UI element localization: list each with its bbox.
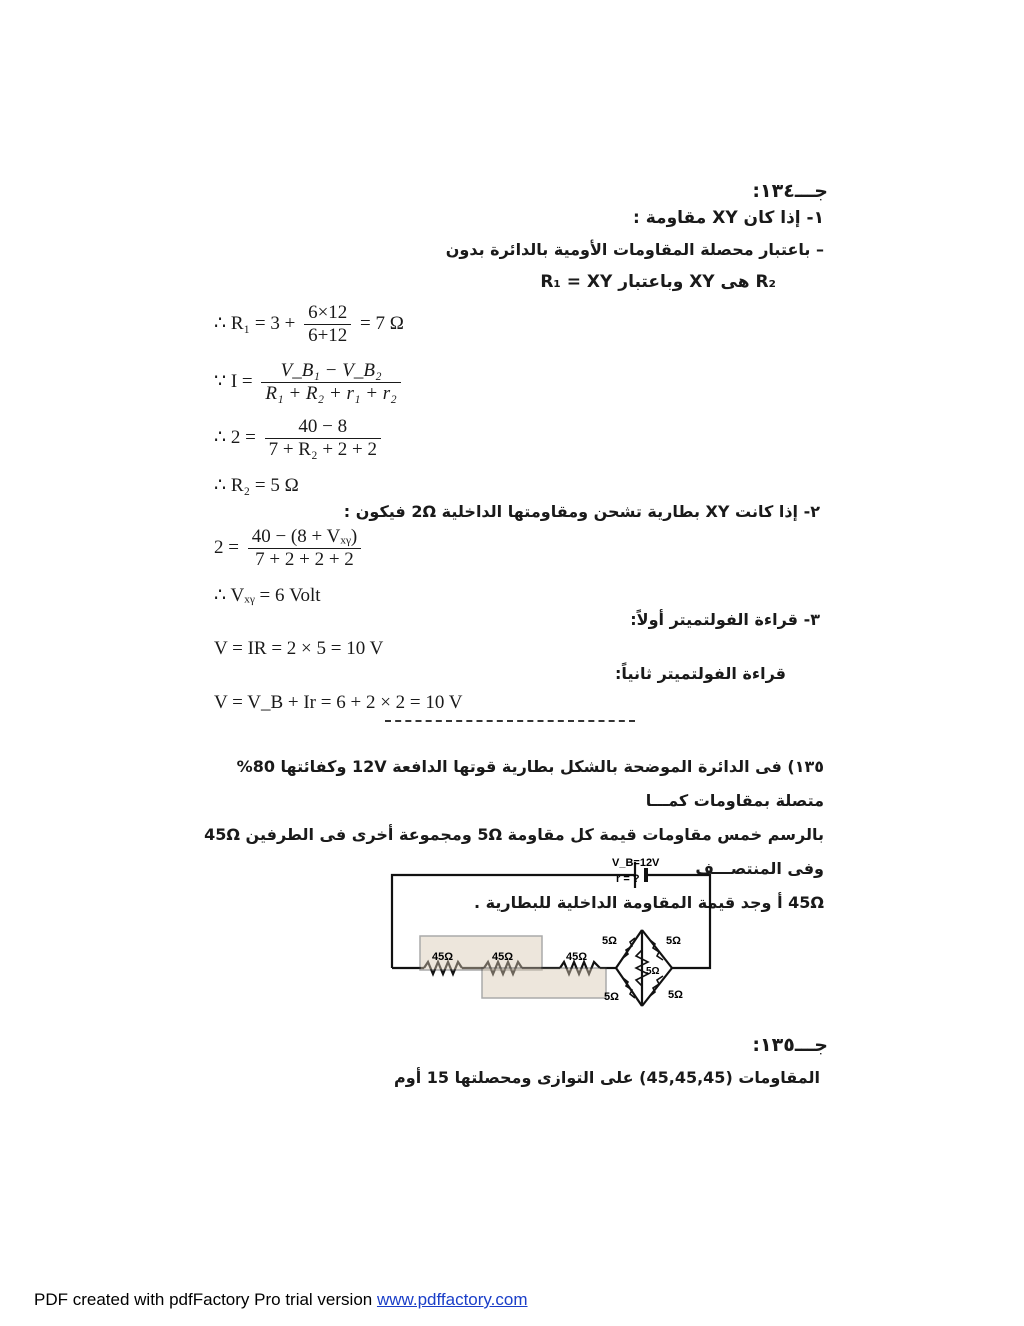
equation-current-numerator: V_B₁ − V_B₂ — [280, 360, 382, 381]
shaded-box-lower — [482, 968, 606, 998]
resistor-5-a-label: 5Ω — [602, 935, 617, 947]
resistor-5-upper-left — [616, 930, 642, 968]
equation-vxy-fraction — [248, 526, 362, 571]
equation-current — [214, 360, 405, 405]
resistor-5-b-label: 5Ω — [666, 935, 681, 947]
equation-substitution-prefix: ∴ 2 = — [214, 426, 256, 448]
battery-label: V_B=12V — [612, 857, 660, 869]
answer-135-heading: جـــ١٣٥: — [752, 1034, 828, 1056]
pdf-footer — [34, 1290, 528, 1310]
equation-r1 — [214, 302, 404, 347]
circuit-diagram — [380, 850, 720, 1020]
equation-current-prefix: ∵ I = — [214, 370, 253, 392]
answer-134-line-2: – باعتبار محصلة المقاومات الأومية بالدائرة بدون — [445, 240, 824, 259]
answer-134-line-3: R₂ هى XY وباعتبار R₁ = XY — [540, 272, 776, 292]
part-2-text: ٢- إذا كانت XY بطارية تشحن ومقاومتها الداخلية 2Ω فيكون : — [343, 502, 820, 521]
equation-substitution-fraction — [265, 416, 381, 461]
answer-135-line-1: المقاومات (45,45,45) على التوازى ومحصلتها 15 أوم — [394, 1068, 820, 1087]
problem-135-line-1: ١٣٥) فى الدائرة الموضحة بالشكل بطارية قوتها الدافعة 12V وكفائتها 80% متصلة بمقاومات كمـــا — [236, 757, 824, 810]
resistor-5-d-label: 5Ω — [604, 991, 619, 1003]
equation-r1-numerator: 6×12 — [308, 302, 348, 323]
answer-134-line-1: ١- إذا كان XY مقاومة : — [633, 208, 824, 228]
equation-substitution-denominator: 7 + R₂ + 2 + 2 — [265, 438, 381, 461]
problem-135-line-3: 45Ω أ وجد قيمة المقاومة الداخلية للبطارية . — [474, 893, 824, 912]
separator-line — [385, 720, 635, 722]
equation-vxy-denominator: 7 + 2 + 2 + 2 — [248, 548, 362, 571]
resistor-5-lower-left — [616, 968, 642, 1006]
equation-current-denominator: R₁ + R₂ + r₁ + r₂ — [261, 382, 400, 405]
equation-current-fraction — [261, 360, 400, 405]
answer-134-heading: جـــ١٣٤: — [752, 180, 828, 202]
equation-voltmeter-first: V = IR = 2 × 5 = 10 V — [214, 638, 384, 659]
resistor-45-b-label: 45Ω — [492, 951, 514, 963]
equation-vxy-result: ∴ Vₓᵧ = 6 Volt — [214, 585, 321, 606]
part-3-text: ٣- قراءة الفولتميتر أولاً: — [630, 610, 820, 629]
equation-vxy-numerator: 40 − (8 + Vₓᵧ) — [251, 526, 358, 547]
equation-r1-fraction — [304, 302, 351, 347]
part-3b-text: قراءة الفولتميتر ثانياً: — [615, 664, 786, 683]
internal-resistance-label: r = ? — [616, 873, 640, 885]
resistor-45-a-label: 45Ω — [432, 951, 454, 963]
equation-r1-denominator: 6+12 — [304, 324, 351, 347]
equation-substitution-numerator: 40 − 8 — [298, 416, 348, 437]
equation-r1-suffix: = 7 Ω — [360, 312, 404, 334]
resistor-5-e-label: 5Ω — [668, 989, 683, 1001]
resistor-5-c-label: 5Ω — [646, 966, 660, 977]
equation-r2-result: ∴ R₂ = 5 Ω — [214, 475, 299, 496]
footer-text: PDF created with pdfFactory Pro trial version — [34, 1290, 377, 1309]
footer-link[interactable]: www.pdffactory.com — [376, 1290, 528, 1309]
equation-substitution — [214, 416, 385, 461]
equation-voltmeter-second: V = V_B + Ir = 6 + 2 × 2 = 10 V — [214, 692, 463, 713]
equation-r1-prefix: ∴ R₁ = 3 + — [214, 312, 296, 334]
resistor-45-c-label: 45Ω — [566, 951, 588, 963]
equation-vxy — [214, 526, 365, 571]
equation-vxy-prefix: 2 = — [214, 536, 239, 558]
circuit-wire-right — [646, 875, 710, 968]
problem-135-line-2: بالرسم خمس مقاومات قيمة كل مقاومة 5Ω ومجموعة أخرى فى الطرفين 45Ω وفى المنتصـــف — [204, 825, 824, 878]
